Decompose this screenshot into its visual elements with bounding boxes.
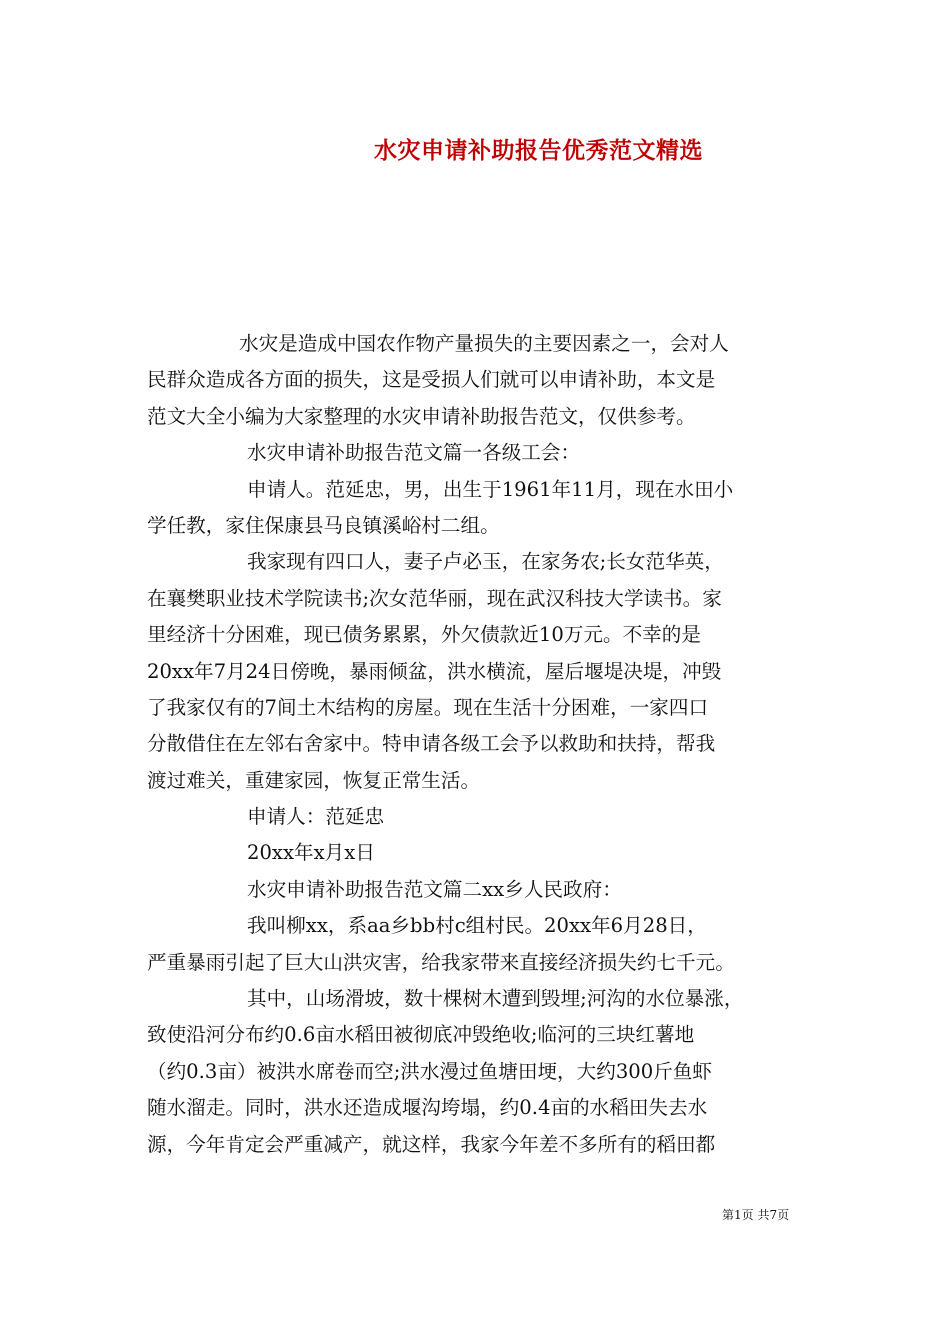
section-heading: 水灾申请补助报告范文篇二xx乡人民政府： [247, 877, 622, 901]
paragraph-line: 源，今年肯定会严重减产，就这样，我家今年差不多所有的稻田都 [147, 1132, 716, 1156]
paragraph-line: 严重暴雨引起了巨大山洪灾害，给我家带来直接经济损失约七千元。 [147, 950, 735, 974]
paragraph-line: 学任教，家住保康县马良镇溪峪村二组。 [147, 513, 500, 537]
paragraph-line: 20xx年7月24日傍晚，暴雨倾盆，洪水横流，屋后堰堤决堤，冲毁 [147, 659, 722, 683]
paragraph-line: 民群众造成各方面的损失，这是受损人们就可以申请补助，本文是 [147, 368, 716, 392]
document-title: 水灾申请补助报告优秀范文精选 [374, 137, 703, 164]
paragraph-line: 申请人。范延忠，男，出生于1961年11月，现在水田小 [247, 477, 734, 501]
paragraph-line: 其中，山场滑坡，数十棵树木遭到毁埋;河沟的水位暴涨， [247, 987, 744, 1011]
paragraph-line: 我叫柳xx，系aa乡bb村c组村民。20xx年6月28日， [247, 914, 707, 938]
signature-line: 申请人：范延忠 [247, 805, 385, 829]
paragraph-line: 在襄樊职业技术学院读书;次女范华丽，现在武汉科技大学读书。家 [147, 586, 722, 610]
date-line: 20xx年x月x日 [247, 841, 375, 865]
paragraph-line: 渡过难关，重建家园，恢复正常生活。 [147, 768, 481, 792]
paragraph-line: 致使沿河分布约0.6亩水稻田被彻底冲毁绝收;临河的三块红薯地 [147, 1023, 695, 1047]
section-heading: 水灾申请补助报告范文篇一各级工会： [247, 441, 581, 465]
paragraph-line: 我家现有四口人，妻子卢必玉，在家务农;长女范华英， [247, 550, 724, 574]
paragraph-line: 分散借住在左邻右舍家中。特申请各级工会予以救助和扶持，帮我 [147, 732, 716, 756]
page-number: 第1页 共7页 [722, 1208, 790, 1222]
paragraph-line: （约0.3亩）被洪水席卷而空;洪水漫过鱼塘田埂，大约300斤鱼虾 [147, 1059, 713, 1083]
paragraph-line: 水灾是造成中国农作物产量损失的主要因素之一，会对人 [239, 332, 729, 355]
paragraph-line: 范文大全小编为大家整理的水灾申请补助报告范文，仅供参考。 [147, 404, 696, 428]
paragraph-line: 随水溜走。同时，洪水还造成堰沟垮塌，约0.4亩的水稻田失去水 [147, 1096, 708, 1120]
document-body [147, 326, 807, 1163]
paragraph-line: 里经济十分困难，现已债务累累，外欠债款近10万元。不幸的是 [147, 623, 701, 647]
paragraph-line: 了我家仅有的7间土木结构的房屋。现在生活十分困难，一家四口 [147, 695, 709, 719]
